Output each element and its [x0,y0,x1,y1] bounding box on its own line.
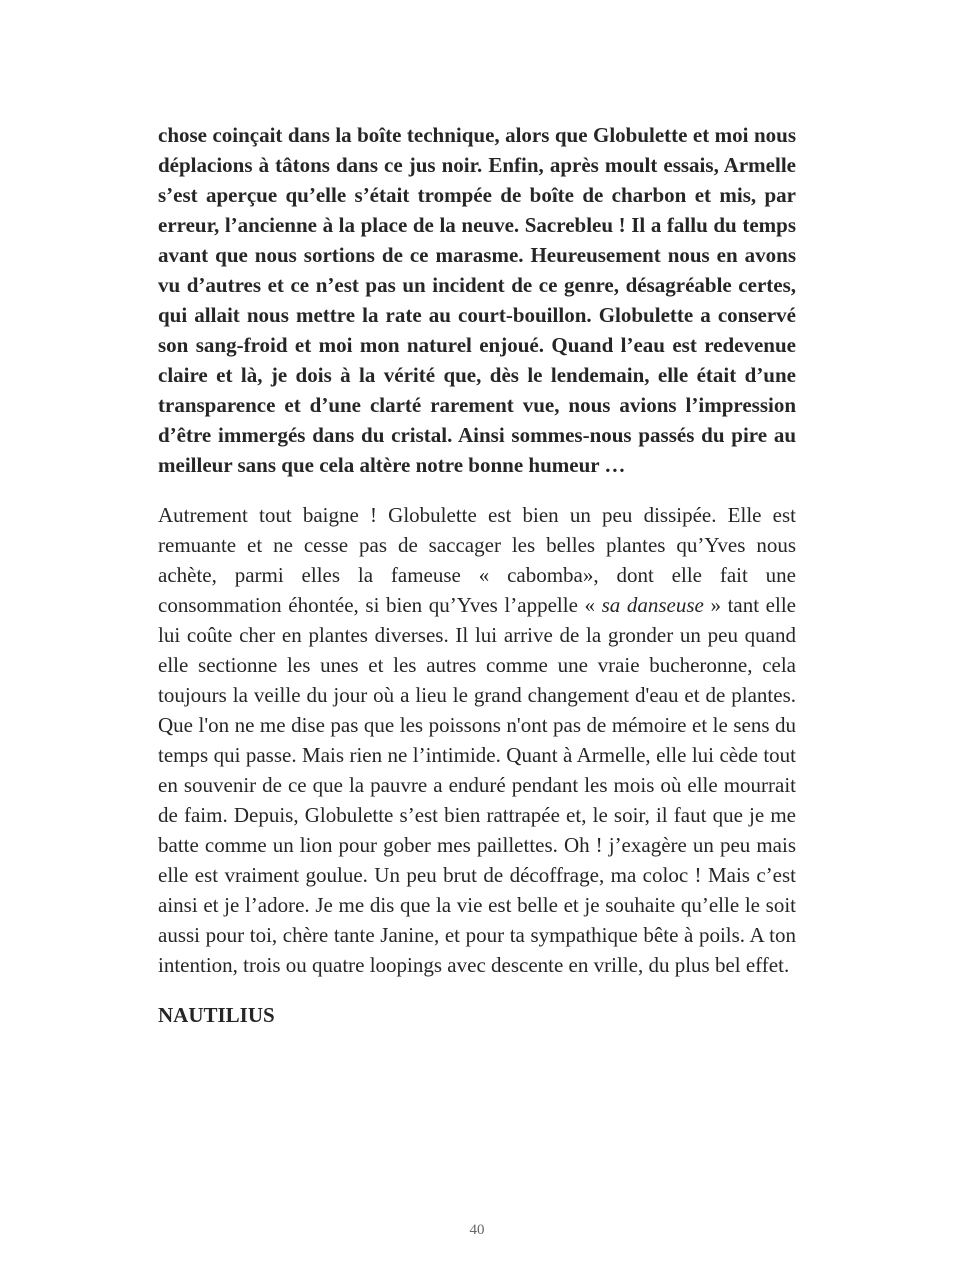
page-body [158,120,796,1030]
signature: NAUTILIUS [158,1003,275,1027]
page-number: 40 [469,1222,485,1238]
regular-paragraph [158,500,796,980]
regular-paragraph-part1: Autrement tout baigne ! Globulette est bien un peu dissipée. Elle est remuante et ne cesse pas de saccager les belles plantes qu’Yves nous achète, parmi elles la fameuse « cabomba», dont elle fait une consommation éhontée, si bien qu’Yves l’appelle « [158,503,796,617]
regular-paragraph-part2: » tant elle lui coûte cher en plantes diverses. Il lui arrive de la gronder un peu quand elle sectionne les unes et les autres comme une vraie bucheronne, cela toujours la veille du jour où a lieu le grand changement d'eau et de plantes. Que l'on ne me dise pas que les poissons n'ont pas de mémoire et le sens du temps qui passe. Mais rien ne l’intimide. Quant à Armelle, elle lui cède tout en souvenir de ce que la pauvre a enduré pendant les mois où elle mourrait de faim. Depuis, Globulette s’est bien rattrapée et, le soir, il faut que je me batte comme un lion pour gober mes paillettes. Oh ! j’exagère un peu mais elle est vraiment goulue. Un peu brut de décoffrage, ma coloc ! Mais c’est ainsi et je l’adore. Je me dis que la vie est belle et je souhaite qu’elle le soit aussi pour toi, chère tante Janine, et pour ta sympathique bête à poils. A ton intention, trois ou quatre loopings avec descente en vrille, du plus bel effet. [158,593,796,977]
bold-paragraph: chose coinçait dans la boîte technique, alors que Globulette et moi nous déplacions à tâtons dans ce jus noir. Enfin, après moult essais, Armelle s’est aperçue qu’elle s’était trompée de boîte de charbon et mis, par erreur, l’ancienne à la place de la neuve. Sacrebleu ! Il a fallu du temps avant que nous sortions de ce marasme. Heureusement nous en avons vu d’autres et ce n’est pas un incident de ce genre, désagréable certes, qui allait nous mettre la rate au court-bouillon. Globulette a conservé son sang-froid et moi mon naturel enjoué. Quand l’eau est redevenue claire et là, je dois à la vérité que, dès le lendemain, elle était d’une transparence et d’une clarté rarement vue, nous avions l’impression d’être immergés dans du cristal. Ainsi sommes-nous passés du pire au meilleur sans que cela altère notre bonne humeur … [158,123,796,477]
italic-phrase: sa danseuse [601,593,704,617]
